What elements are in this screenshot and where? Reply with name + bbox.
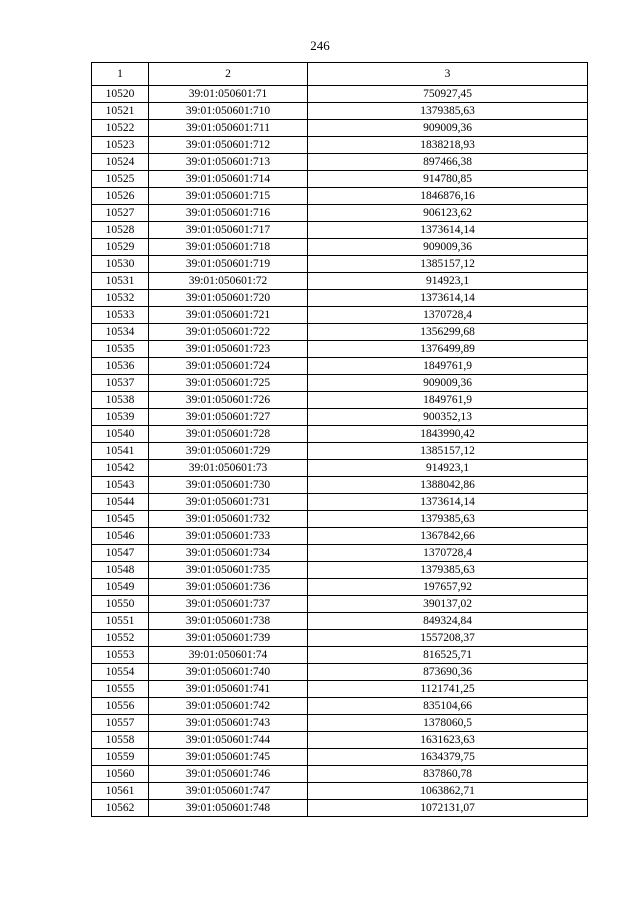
- row-number-cell: 10527: [92, 205, 149, 222]
- cadastral-number-cell: 39:01:050601:717: [149, 222, 308, 239]
- value-cell: 1838218,93: [308, 137, 588, 154]
- row-number-cell: 10548: [92, 562, 149, 579]
- table-row: [92, 290, 588, 307]
- value-cell: 390137,02: [308, 596, 588, 613]
- table-row: [92, 409, 588, 426]
- column-header-1: 1: [92, 63, 149, 86]
- header-row: [92, 63, 588, 86]
- cadastral-number-cell: 39:01:050601:736: [149, 579, 308, 596]
- cadastral-number-cell: 39:01:050601:724: [149, 358, 308, 375]
- table-row: [92, 324, 588, 341]
- table-row: [92, 205, 588, 222]
- value-cell: 897466,38: [308, 154, 588, 171]
- row-number-cell: 10561: [92, 783, 149, 800]
- cadastral-number-cell: 39:01:050601:743: [149, 715, 308, 732]
- table-row: [92, 358, 588, 375]
- value-cell: 1843990,42: [308, 426, 588, 443]
- cadastral-number-cell: 39:01:050601:718: [149, 239, 308, 256]
- table-row: [92, 154, 588, 171]
- value-cell: 750927,45: [308, 86, 588, 103]
- row-number-cell: 10559: [92, 749, 149, 766]
- row-number-cell: 10549: [92, 579, 149, 596]
- cadastral-number-cell: 39:01:050601:731: [149, 494, 308, 511]
- table-row: [92, 664, 588, 681]
- table-row: [92, 562, 588, 579]
- cadastral-number-cell: 39:01:050601:728: [149, 426, 308, 443]
- cadastral-number-cell: 39:01:050601:741: [149, 681, 308, 698]
- cadastral-number-cell: 39:01:050601:738: [149, 613, 308, 630]
- row-number-cell: 10536: [92, 358, 149, 375]
- table-row: [92, 545, 588, 562]
- table-row: [92, 86, 588, 103]
- table-row: [92, 477, 588, 494]
- cadastral-number-cell: 39:01:050601:715: [149, 188, 308, 205]
- row-number-cell: 10556: [92, 698, 149, 715]
- table-row: [92, 375, 588, 392]
- row-number-cell: 10554: [92, 664, 149, 681]
- table-row: [92, 579, 588, 596]
- cadastral-number-cell: 39:01:050601:726: [149, 392, 308, 409]
- cadastral-number-cell: 39:01:050601:71: [149, 86, 308, 103]
- table-row: [92, 273, 588, 290]
- row-number-cell: 10547: [92, 545, 149, 562]
- table-row: [92, 732, 588, 749]
- value-cell: 1370728,4: [308, 307, 588, 324]
- row-number-cell: 10531: [92, 273, 149, 290]
- value-cell: 1385157,12: [308, 443, 588, 460]
- row-number-cell: 10555: [92, 681, 149, 698]
- table-row: [92, 239, 588, 256]
- row-number-cell: 10542: [92, 460, 149, 477]
- cadastral-number-cell: 39:01:050601:730: [149, 477, 308, 494]
- row-number-cell: 10538: [92, 392, 149, 409]
- table-row: [92, 460, 588, 477]
- cadastral-number-cell: 39:01:050601:723: [149, 341, 308, 358]
- row-number-cell: 10562: [92, 800, 149, 817]
- cadastral-number-cell: 39:01:050601:745: [149, 749, 308, 766]
- row-number-cell: 10560: [92, 766, 149, 783]
- table-row: [92, 426, 588, 443]
- table-row: [92, 698, 588, 715]
- value-cell: 909009,36: [308, 120, 588, 137]
- row-number-cell: 10528: [92, 222, 149, 239]
- column-header-3: 3: [308, 63, 588, 86]
- table-row: [92, 188, 588, 205]
- cadastral-number-cell: 39:01:050601:714: [149, 171, 308, 188]
- value-cell: 1557208,37: [308, 630, 588, 647]
- table-row: [92, 715, 588, 732]
- table-row: [92, 307, 588, 324]
- row-number-cell: 10534: [92, 324, 149, 341]
- cadastral-number-cell: 39:01:050601:716: [149, 205, 308, 222]
- row-number-cell: 10544: [92, 494, 149, 511]
- value-cell: 1373614,14: [308, 494, 588, 511]
- value-cell: 1373614,14: [308, 222, 588, 239]
- cadastral-number-cell: 39:01:050601:733: [149, 528, 308, 545]
- row-number-cell: 10535: [92, 341, 149, 358]
- row-number-cell: 10522: [92, 120, 149, 137]
- table-row: [92, 103, 588, 120]
- table-row: [92, 341, 588, 358]
- row-number-cell: 10532: [92, 290, 149, 307]
- row-number-cell: 10543: [92, 477, 149, 494]
- row-number-cell: 10557: [92, 715, 149, 732]
- row-number-cell: 10525: [92, 171, 149, 188]
- table-row: [92, 256, 588, 273]
- table-row: [92, 613, 588, 630]
- cadastral-number-cell: 39:01:050601:734: [149, 545, 308, 562]
- table-row: [92, 443, 588, 460]
- table-row: [92, 596, 588, 613]
- value-cell: 849324,84: [308, 613, 588, 630]
- cadastral-number-cell: 39:01:050601:739: [149, 630, 308, 647]
- row-number-cell: 10529: [92, 239, 149, 256]
- value-cell: 1849761,9: [308, 392, 588, 409]
- cadastral-number-cell: 39:01:050601:72: [149, 273, 308, 290]
- cadastral-number-cell: 39:01:050601:711: [149, 120, 308, 137]
- value-cell: 1379385,63: [308, 103, 588, 120]
- row-number-cell: 10520: [92, 86, 149, 103]
- value-cell: 1849761,9: [308, 358, 588, 375]
- value-cell: 837860,78: [308, 766, 588, 783]
- value-cell: 909009,36: [308, 375, 588, 392]
- table-row: [92, 171, 588, 188]
- value-cell: 197657,92: [308, 579, 588, 596]
- value-cell: 906123,62: [308, 205, 588, 222]
- row-number-cell: 10530: [92, 256, 149, 273]
- cadastral-value-table: [91, 62, 588, 817]
- cadastral-number-cell: 39:01:050601:744: [149, 732, 308, 749]
- value-cell: 1356299,68: [308, 324, 588, 341]
- cadastral-number-cell: 39:01:050601:74: [149, 647, 308, 664]
- cadastral-number-cell: 39:01:050601:746: [149, 766, 308, 783]
- table-row: [92, 392, 588, 409]
- cadastral-number-cell: 39:01:050601:710: [149, 103, 308, 120]
- value-cell: 873690,36: [308, 664, 588, 681]
- value-cell: 914780,85: [308, 171, 588, 188]
- table-row: [92, 137, 588, 154]
- table-row: [92, 766, 588, 783]
- cadastral-number-cell: 39:01:050601:722: [149, 324, 308, 341]
- table-row: [92, 222, 588, 239]
- table-row: [92, 783, 588, 800]
- value-cell: 1379385,63: [308, 562, 588, 579]
- value-cell: 900352,13: [308, 409, 588, 426]
- cadastral-number-cell: 39:01:050601:727: [149, 409, 308, 426]
- value-cell: 816525,71: [308, 647, 588, 664]
- row-number-cell: 10526: [92, 188, 149, 205]
- table-row: [92, 494, 588, 511]
- value-cell: 1385157,12: [308, 256, 588, 273]
- table-row: [92, 120, 588, 137]
- column-header-2: 2: [149, 63, 308, 86]
- cadastral-number-cell: 39:01:050601:713: [149, 154, 308, 171]
- table-row: [92, 749, 588, 766]
- value-cell: 1072131,07: [308, 800, 588, 817]
- row-number-cell: 10552: [92, 630, 149, 647]
- row-number-cell: 10551: [92, 613, 149, 630]
- row-number-cell: 10521: [92, 103, 149, 120]
- cadastral-number-cell: 39:01:050601:725: [149, 375, 308, 392]
- cadastral-number-cell: 39:01:050601:748: [149, 800, 308, 817]
- value-cell: 1846876,16: [308, 188, 588, 205]
- cadastral-number-cell: 39:01:050601:740: [149, 664, 308, 681]
- row-number-cell: 10553: [92, 647, 149, 664]
- value-cell: 1367842,66: [308, 528, 588, 545]
- table-row: [92, 511, 588, 528]
- table-row: [92, 630, 588, 647]
- value-cell: 909009,36: [308, 239, 588, 256]
- value-cell: 1376499,89: [308, 341, 588, 358]
- value-cell: 1379385,63: [308, 511, 588, 528]
- row-number-cell: 10546: [92, 528, 149, 545]
- table-body: [92, 86, 588, 817]
- table-row: [92, 681, 588, 698]
- value-cell: 1388042,86: [308, 477, 588, 494]
- row-number-cell: 10537: [92, 375, 149, 392]
- row-number-cell: 10523: [92, 137, 149, 154]
- value-cell: 914923,1: [308, 273, 588, 290]
- row-number-cell: 10524: [92, 154, 149, 171]
- value-cell: 1634379,75: [308, 749, 588, 766]
- value-cell: 914923,1: [308, 460, 588, 477]
- value-cell: 1373614,14: [308, 290, 588, 307]
- table-row: [92, 647, 588, 664]
- row-number-cell: 10539: [92, 409, 149, 426]
- cadastral-number-cell: 39:01:050601:729: [149, 443, 308, 460]
- row-number-cell: 10533: [92, 307, 149, 324]
- value-cell: 835104,66: [308, 698, 588, 715]
- page-number: 246: [310, 38, 330, 53]
- cadastral-number-cell: 39:01:050601:712: [149, 137, 308, 154]
- value-cell: 1631623,63: [308, 732, 588, 749]
- row-number-cell: 10541: [92, 443, 149, 460]
- cadastral-number-cell: 39:01:050601:747: [149, 783, 308, 800]
- table-row: [92, 800, 588, 817]
- value-cell: 1063862,71: [308, 783, 588, 800]
- cadastral-number-cell: 39:01:050601:721: [149, 307, 308, 324]
- row-number-cell: 10540: [92, 426, 149, 443]
- cadastral-number-cell: 39:01:050601:73: [149, 460, 308, 477]
- cadastral-number-cell: 39:01:050601:719: [149, 256, 308, 273]
- cadastral-number-cell: 39:01:050601:742: [149, 698, 308, 715]
- cadastral-number-cell: 39:01:050601:720: [149, 290, 308, 307]
- value-cell: 1378060,5: [308, 715, 588, 732]
- cadastral-number-cell: 39:01:050601:732: [149, 511, 308, 528]
- row-number-cell: 10545: [92, 511, 149, 528]
- value-cell: 1370728,4: [308, 545, 588, 562]
- row-number-cell: 10550: [92, 596, 149, 613]
- cadastral-number-cell: 39:01:050601:735: [149, 562, 308, 579]
- value-cell: 1121741,25: [308, 681, 588, 698]
- row-number-cell: 10558: [92, 732, 149, 749]
- cadastral-number-cell: 39:01:050601:737: [149, 596, 308, 613]
- table-row: [92, 528, 588, 545]
